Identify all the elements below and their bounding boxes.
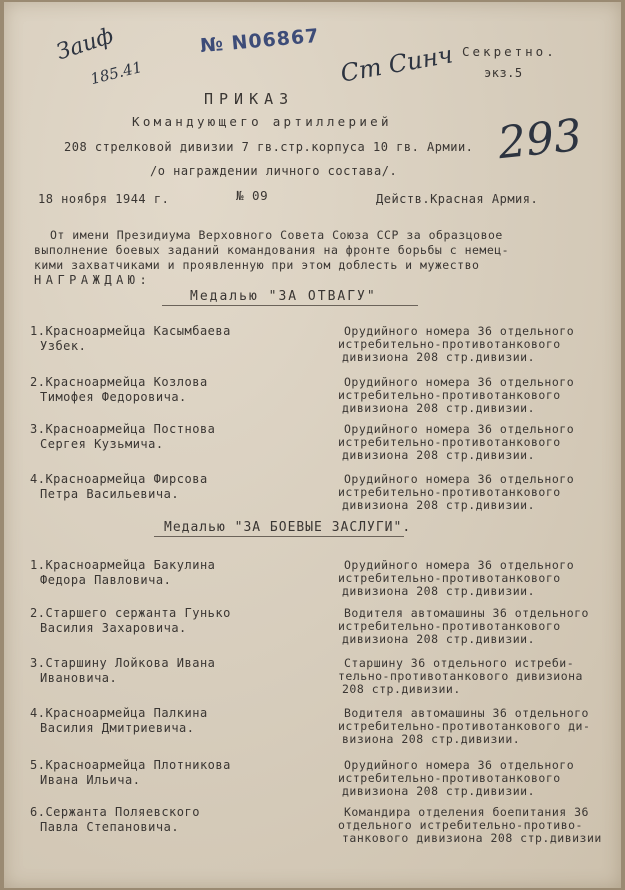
recipient-position: Командира отделения боепитания 36 bbox=[344, 805, 589, 819]
recipient-position: истребительно-противотанкового bbox=[338, 485, 561, 499]
header-line-2: 208 стрелковой дивизии 7 гв.стр.корпуса 10 гв. Армии. bbox=[64, 140, 474, 154]
recipient-position: истребительно-противотанкового bbox=[338, 571, 561, 585]
recipient-position: истребительно-противотанкового bbox=[338, 619, 561, 633]
recipient-name: Ивана Ильича. bbox=[40, 773, 141, 787]
recipient-position: дивизиона 208 стр.дивизии. bbox=[342, 498, 536, 512]
recipient-position: истребительно-противотанкового bbox=[338, 388, 561, 402]
recipient-name: Сергея Кузьмича. bbox=[40, 437, 164, 451]
recipient-position: Водителя автомашины 36 отдельного bbox=[344, 706, 589, 720]
recipient-position: Орудийного номера 36 отдельного bbox=[344, 758, 575, 772]
order-number: № 09 bbox=[236, 188, 269, 203]
recipient-name: Тимофея Федоровича. bbox=[40, 390, 187, 404]
order-place: Действ.Красная Армия. bbox=[376, 192, 539, 206]
handwritten-note: Заиф bbox=[53, 23, 117, 66]
recipient-position: дивизиона 208 стр.дивизии. bbox=[342, 784, 536, 798]
recipient-name: Ивановича. bbox=[40, 671, 118, 685]
recipient-position: 208 стр.дивизии. bbox=[342, 682, 461, 696]
recipient-name: 2.Красноармейца Козлова bbox=[30, 375, 208, 389]
recipient-name: 4.Красноармейца Фирсова bbox=[30, 472, 208, 486]
recipient-position: истребительно-противотанкового bbox=[338, 435, 561, 449]
recipient-name: 1.Красноармейца Касымбаева bbox=[30, 324, 231, 338]
recipient-position: Старшину 36 отдельного истреби- bbox=[344, 656, 575, 670]
recipient-name: 5.Красноармейца Плотникова bbox=[30, 758, 231, 772]
recipient-position: истребительно-противотанкового bbox=[338, 771, 561, 785]
recipient-name: 1.Красноармейца Бакулина bbox=[30, 558, 216, 572]
recipient-name: 2.Старшего сержанта Гунько bbox=[30, 606, 231, 620]
recipient-name: Петра Васильевича. bbox=[40, 487, 180, 501]
document-page bbox=[4, 2, 621, 888]
recipient-position: Водителя автомашины 36 отдельного bbox=[344, 606, 589, 620]
recipient-name: Павла Степановича. bbox=[40, 820, 180, 834]
recipient-position: отдельного истребительно-противо- bbox=[338, 818, 583, 832]
registration-number: № N06867 bbox=[199, 24, 321, 58]
recipient-position: истребительно-противотанкового bbox=[338, 337, 561, 351]
order-subject: /о награждении личного состава/. bbox=[150, 164, 398, 178]
copy-number: экз.5 bbox=[484, 66, 523, 80]
recipient-position: дивизиона 208 стр.дивизии. bbox=[342, 448, 536, 462]
recipient-name: 6.Сержанта Поляевского bbox=[30, 805, 200, 819]
order-date: 18 ноября 1944 г. bbox=[38, 192, 170, 206]
preamble-line-1: От имени Президиума Верховного Совета Союза ССР за образцовое bbox=[50, 228, 503, 242]
recipient-position: танкового дивизиона 208 стр.дивизии bbox=[342, 831, 602, 845]
header-line-1: Командующего артиллерией bbox=[132, 114, 392, 129]
preamble-line-3: кими захватчиками и проявленную при этом доблесть и мужество bbox=[34, 258, 480, 272]
preamble-line-2: выполнение боевых заданий командования на фронте борьбы с немец- bbox=[34, 243, 510, 257]
recipient-position: визиона 208 стр.дивизии. bbox=[342, 732, 521, 746]
recipient-position: Орудийного номера 36 отдельного bbox=[344, 375, 575, 389]
recipient-name: 4.Красноармейца Палкина bbox=[30, 706, 208, 720]
recipient-position: дивизиона 208 стр.дивизии. bbox=[342, 632, 536, 646]
recipient-name: 3.Старшину Лойкова Ивана bbox=[30, 656, 216, 670]
recipient-name: Василия Захаровича. bbox=[40, 621, 187, 635]
recipient-position: тельно-противотанкового дивизиона bbox=[338, 669, 583, 683]
recipient-position: Орудийного номера 36 отдельного bbox=[344, 422, 575, 436]
recipient-position: дивизиона 208 стр.дивизии. bbox=[342, 401, 536, 415]
section-heading-merit: Медалью "ЗА БОЕВЫЕ ЗАСЛУГИ". bbox=[164, 520, 412, 535]
order-title: ПРИКАЗ bbox=[204, 90, 295, 108]
section-underline bbox=[162, 305, 418, 306]
recipient-position: истребительно-противотанкового ди- bbox=[338, 719, 591, 733]
recipient-position: Орудийного номера 36 отдельного bbox=[344, 324, 575, 338]
recipient-position: дивизиона 208 стр.дивизии. bbox=[342, 584, 536, 598]
section-heading-bravery: Медалью "ЗА ОТВАГУ" bbox=[190, 289, 377, 304]
secrecy-mark: Секретно. bbox=[462, 44, 557, 59]
recipient-name: Узбек. bbox=[40, 339, 87, 353]
recipient-name: 3.Красноармейца Постнова bbox=[30, 422, 216, 436]
recipient-name: Федора Павловича. bbox=[40, 573, 172, 587]
handwritten-signature: Ст Синч bbox=[338, 40, 455, 88]
section-underline bbox=[154, 536, 404, 537]
recipient-position: Орудийного номера 36 отдельного bbox=[344, 472, 575, 486]
recipient-position: Орудийного номера 36 отдельного bbox=[344, 558, 575, 572]
handwritten-big-number: 293 bbox=[495, 109, 585, 170]
recipient-name: Василия Дмитриевича. bbox=[40, 721, 195, 735]
preamble-awarding: НАГРАЖДАЮ: bbox=[34, 273, 152, 287]
recipient-position: дивизиона 208 стр.дивизии. bbox=[342, 350, 536, 364]
handwritten-number: 185.41 bbox=[88, 57, 144, 89]
